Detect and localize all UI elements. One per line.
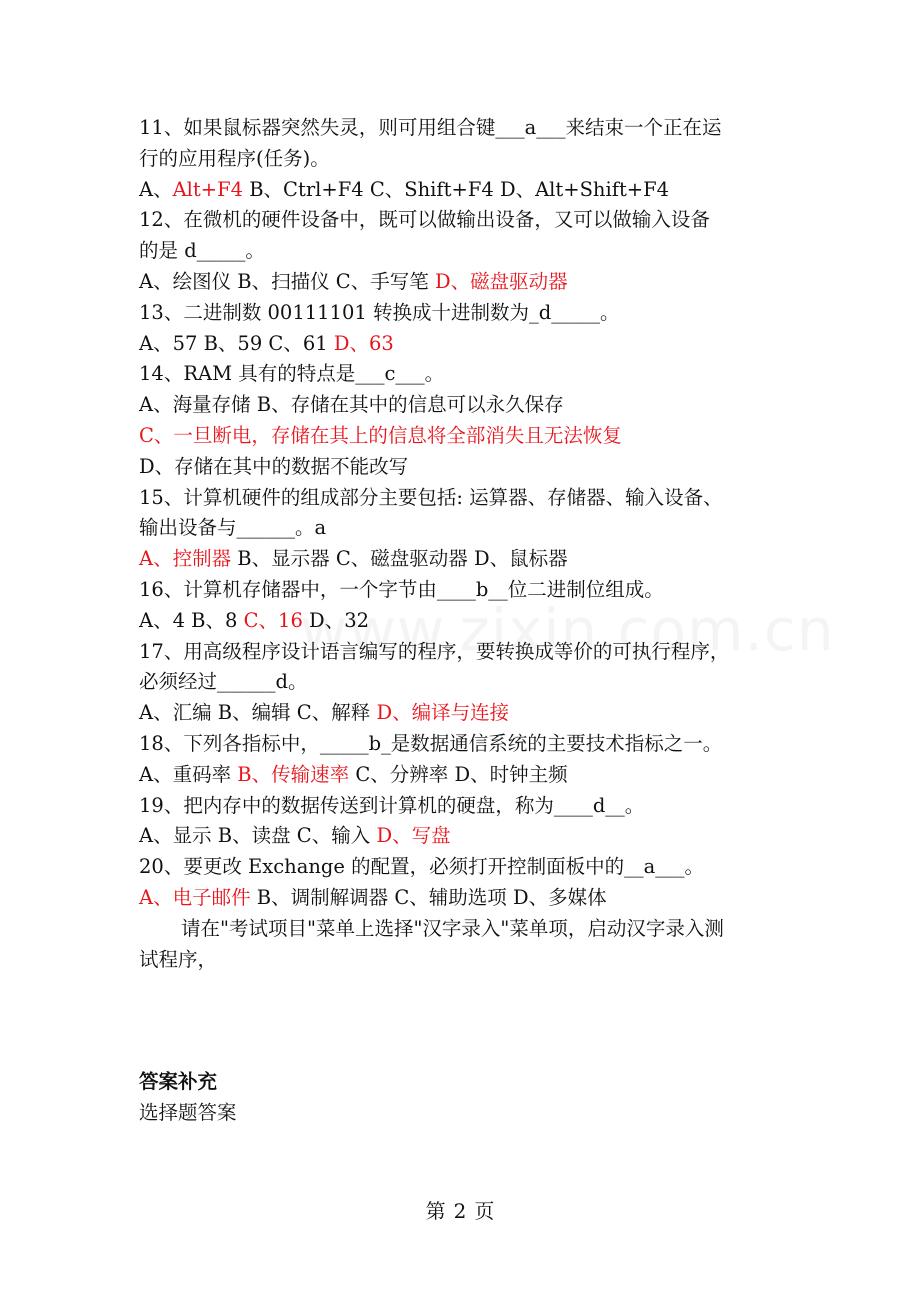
- question-14-option-d: D、存储在其中的数据不能改写: [139, 454, 409, 478]
- page-number: 2: [453, 1199, 467, 1223]
- other-options: B、显示器 C、磁盘驱动器 D、鼠标器: [231, 547, 568, 571]
- correct-answer: D、写盘: [376, 824, 451, 848]
- instruction-line-2: 试程序，: [139, 947, 218, 971]
- question-15-line-2: 输出设备与______。a: [139, 516, 327, 540]
- other-options: D、32: [302, 608, 370, 632]
- question-18: 18、下列各指标中，_____b_是数据通信系统的主要技术指标之一。: [139, 731, 723, 755]
- other-options: A、汇编 B、编辑 C、解释: [139, 701, 377, 725]
- question-14-options-ab: A、海量存储 B、存储在其中的信息可以永久保存: [139, 393, 564, 417]
- other-options: B、调制解调器 C、辅助选项 D、多媒体: [250, 885, 607, 909]
- question-17-line-2: 必须经过______d。: [139, 670, 308, 694]
- blank-space: [139, 975, 789, 1067]
- other-options: C、分辨率 D、时钟主频: [349, 762, 568, 786]
- other-options: A、显示 B、读盘 C、输入: [139, 824, 377, 848]
- question-11-line-2: 行的应用程序(任务)。: [139, 146, 330, 170]
- other-options: B、Ctrl+F4 C、Shift+F4 D、Alt+Shift+F4: [243, 177, 670, 201]
- correct-answer: B、传输速率: [237, 762, 350, 786]
- supplement-heading: 答案补充: [139, 1070, 218, 1094]
- question-17-options: [139, 698, 789, 729]
- other-options: A、重码率: [139, 762, 238, 786]
- question-12-line-2: 的是 d_____。: [139, 239, 265, 263]
- correct-answer: D、磁盘驱动器: [434, 269, 568, 293]
- correct-answer: C、16: [243, 608, 303, 632]
- question-19: 19、把内存中的数据传送到计算机的硬盘，称为____d__。: [139, 793, 645, 817]
- other-options: A、绘图仪 B、扫描仪 C、手写笔: [139, 269, 435, 293]
- question-18-options: [139, 760, 789, 791]
- question-15-options: [139, 544, 789, 575]
- other-options: A、4 B、8: [139, 608, 244, 632]
- instruction-line-1: 请在"考试项目"菜单上选择"汉字录入"菜单项，启动汉字录入测: [181, 916, 724, 940]
- question-16: 16、计算机存储器中，一个字节由____b__位二进制位组成。: [139, 577, 664, 601]
- correct-answer: A、控制器: [139, 547, 232, 571]
- supplement-subheading: 选择题答案: [139, 1101, 237, 1125]
- page-footer: [0, 1196, 920, 1226]
- page-prefix: 第: [425, 1199, 446, 1223]
- question-11-line-1: 11、如果鼠标器突然失灵，则可用组合键___a___来结束一个正在运: [139, 116, 722, 139]
- other-options: A、57 B、59 C、61: [139, 331, 334, 355]
- question-11-options: [139, 175, 789, 206]
- question-20: 20、要更改 Exchange 的配置，必须打开控制面板中的__a___。: [139, 855, 705, 879]
- document-body: [139, 113, 789, 1129]
- question-16-options: [139, 606, 789, 637]
- page-suffix: 页: [474, 1199, 495, 1223]
- correct-answer: D、编译与连接: [376, 701, 510, 725]
- question-14: 14、RAM 具有的特点是___c___。: [139, 362, 445, 386]
- correct-answer: D、63: [333, 331, 394, 355]
- question-19-options: [139, 821, 789, 852]
- question-15-line-1: 15、计算机硬件的组成部分主要包括: 运算器、存储器、输入设备、: [139, 485, 723, 509]
- question-13: 13、二进制数 00111101 转换成十进制数为_d_____。: [139, 300, 620, 324]
- correct-answer: A、电子邮件: [139, 885, 251, 909]
- question-12-options: [139, 267, 789, 298]
- question-17-line-1: 17、用高级程序设计语言编写的程序，要转换成等价的可执行程序，: [139, 639, 730, 663]
- correct-answer: Alt+F4: [172, 177, 244, 201]
- question-20-options: [139, 883, 789, 914]
- question-14-correct-answer: C、一旦断电，存储在其上的信息将全部消失且无法恢复: [139, 423, 622, 447]
- option-label: A、: [139, 177, 173, 201]
- question-13-options: [139, 329, 789, 360]
- question-12-line-1: 12、在微机的硬件设备中，既可以做输出设备，又可以做输入设备: [139, 208, 710, 232]
